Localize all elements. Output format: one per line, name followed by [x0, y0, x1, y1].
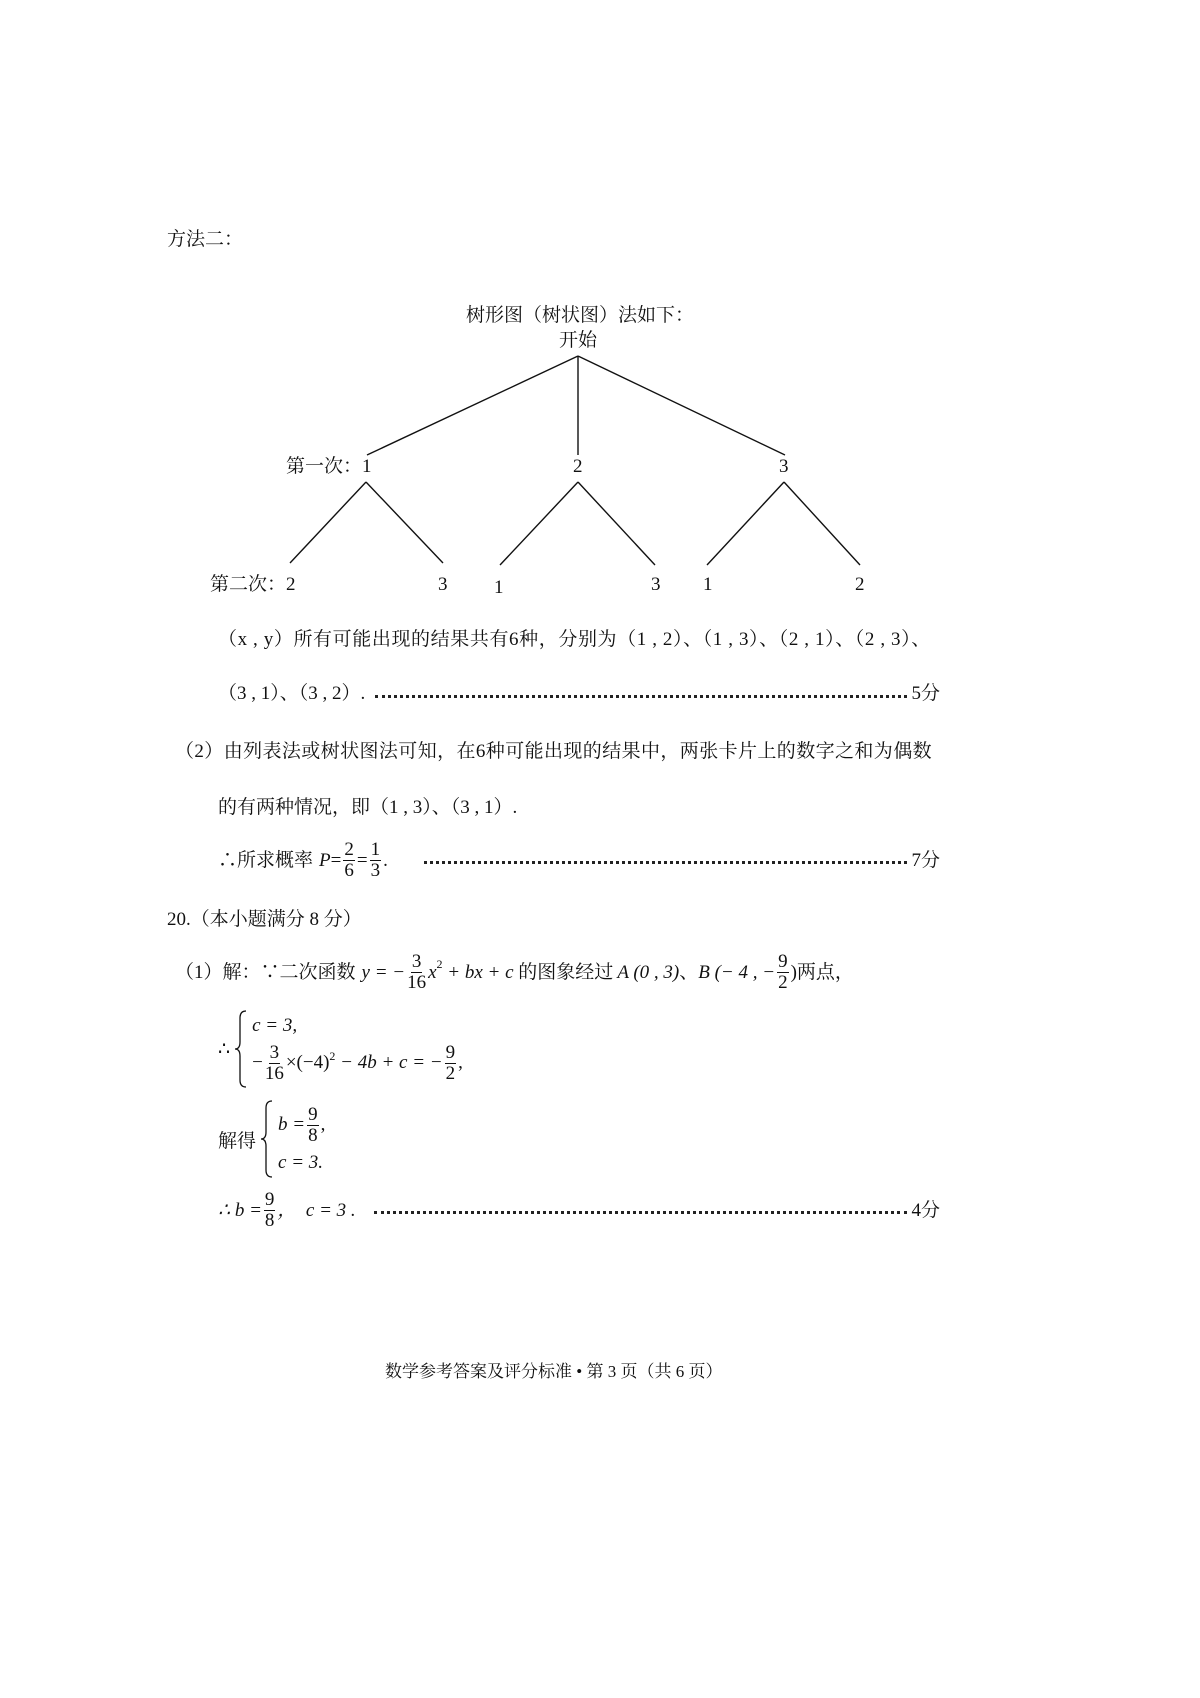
tree-leaf: 1: [494, 577, 504, 598]
intro-text: 的图象经过: [513, 961, 614, 983]
fraction: $\frac{3}{16}$: [407, 951, 427, 993]
solution-system: [218, 1100, 325, 1178]
tree-root: 开始: [559, 330, 598, 351]
formula: + bx + c: [442, 961, 514, 983]
formula: y = −: [361, 961, 406, 983]
separator: 、: [679, 961, 699, 983]
leader-dots: [374, 1211, 908, 1214]
tree-branch: [578, 356, 785, 455]
tree-leaf: 3: [438, 574, 448, 595]
var-p: P: [319, 849, 331, 871]
method-heading: 方法二：: [167, 229, 244, 250]
prob-prefix: ∴所求概率: [218, 849, 314, 871]
equation: c = 3.: [278, 1151, 324, 1173]
intro-text: 两点，: [796, 961, 854, 983]
equation: − $\frac{3}{16}$ ×(−4) $^2$ − 4b + c = − $\frac{9}{2}$ ,: [252, 1041, 463, 1084]
tree-branch: [578, 482, 655, 565]
fraction: $\frac{2}{6}$: [344, 839, 354, 881]
second-draw-label: 第二次：: [210, 574, 287, 595]
intro-text: （1）解：∵二次函数: [175, 961, 356, 983]
q20-intro: [175, 952, 854, 993]
period: .: [383, 849, 388, 871]
tree-lines: [0, 0, 1200, 700]
point-b-close: ): [790, 961, 797, 983]
exponent: 2: [436, 957, 443, 971]
point-b: B (− 4 , −: [698, 961, 776, 983]
equation: b = $\frac{9}{8}$ ,: [278, 1103, 326, 1146]
tree-leaf: 2: [855, 574, 865, 595]
tree-branch: [367, 356, 578, 455]
tree-leaf: 2: [286, 574, 296, 595]
tree-node: 3: [779, 456, 789, 477]
fraction: $\frac{1}{3}$: [370, 839, 381, 881]
fraction: $\frac{9}{8}$: [264, 1189, 275, 1231]
probability-line: [218, 840, 940, 881]
score: 7分: [911, 849, 940, 871]
tree-title: 树形图（树状图）法如下：: [466, 305, 695, 326]
tree-leaf: 1: [703, 574, 713, 595]
tree-node: 1: [362, 456, 372, 477]
brace-icon: [260, 1100, 274, 1178]
equals: =: [356, 849, 368, 871]
leader-dots: [424, 861, 908, 864]
results-text: （3 , 1）、（3 , 2）.: [218, 683, 366, 704]
final-answer: ∴ b =: [218, 1199, 262, 1221]
equation-system: [218, 1010, 463, 1088]
equation: c = 3,: [252, 1014, 298, 1036]
second-draw-row: [210, 573, 296, 597]
first-draw-label: 第一次：: [286, 456, 363, 477]
therefore-symbol: ∴: [218, 1038, 231, 1060]
formula: x: [428, 961, 437, 983]
fraction: $\frac{9}{2}$: [778, 951, 788, 993]
first-draw-row: [286, 455, 372, 479]
tree-branch: [290, 482, 366, 563]
point-a: A (0 , 3): [617, 961, 680, 983]
tree-branch: [784, 482, 860, 565]
score: 4分: [911, 1199, 940, 1221]
results-line-end: [218, 682, 940, 706]
brace-icon: [234, 1010, 248, 1088]
part2-line2: 的有两种情况，即（1 , 3）、（3 , 1）.: [218, 797, 518, 818]
tree-branch: [707, 482, 784, 565]
tree-node: 2: [573, 456, 583, 477]
results-line: （x , y）所有可能出现的结果共有6种，分别为（1 , 2）、（1 , 3）、（2 , 1）、（2 , 3）、: [218, 629, 931, 650]
question-20-heading: 20.（本小题满分 8 分）: [167, 909, 362, 930]
leader-dots: [375, 695, 907, 698]
score: 5分: [911, 683, 940, 704]
page-footer: 数学参考答案及评分标准 • 第 3 页（共 6 页）: [385, 1362, 723, 1381]
equals: =: [330, 849, 342, 871]
tree-branch: [366, 482, 443, 563]
tree-branch: [500, 482, 578, 565]
part2-line1: （2）由列表法或树状图法可知，在6种可能出现的结果中，两张卡片上的数字之和为偶数: [175, 741, 933, 762]
solve-label: 解得: [218, 1130, 257, 1152]
final-answer-line: [218, 1190, 940, 1231]
final-answer: ， c = 3 .: [277, 1199, 356, 1221]
tree-leaf: 3: [651, 574, 661, 595]
